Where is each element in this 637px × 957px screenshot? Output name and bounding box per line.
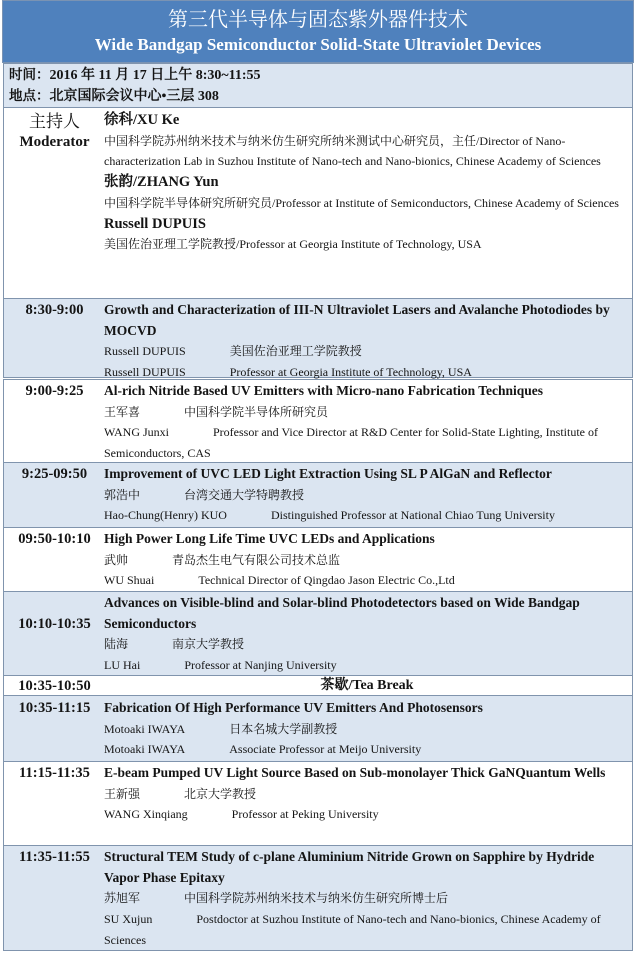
- talk-details: [104, 381, 628, 464]
- tea-break-label: 茶歇/Tea Break: [320, 678, 414, 693]
- moderator-label: [4, 111, 105, 153]
- speaker-affiliation: 日本名城大学副教授: [229, 721, 338, 736]
- moderator-list: [104, 110, 628, 255]
- speaker-name: Motoaki IWAYA: [104, 742, 186, 757]
- talk-title: Structural TEM Study of c-plane Aluminium Nitride Grown on Sapphire by Hydride Vapor Phase Epitaxy: [104, 849, 595, 885]
- talk-time: 9:25-09:50: [21, 466, 88, 482]
- schedule-row: [3, 527, 633, 592]
- speaker-line: [104, 341, 628, 362]
- speaker-line: [104, 550, 628, 571]
- speaker-affiliation: Professor and Vice Director at R&D Center for Solid-State Lighting, Institute of Semiconductors, CAS: [104, 425, 598, 461]
- talk-time: 10:35-11:15: [18, 700, 91, 716]
- tea-break-row: [3, 675, 633, 696]
- speaker-name: Motoaki IWAYA: [104, 721, 186, 736]
- schedule-row: [3, 462, 633, 528]
- speaker-line: [104, 739, 628, 760]
- affiliation-en: /Professor at Georgia Institute of Technology, USA: [236, 237, 482, 252]
- talk-details: [104, 529, 628, 591]
- session-title-en: Wide Bandgap Semiconductor Solid-State Ultraviolet Devices: [94, 35, 542, 54]
- speaker-name: Russell DUPUIS: [104, 344, 186, 359]
- talk-details: [104, 763, 628, 825]
- speaker-line: [104, 804, 628, 825]
- speaker-name: WU Shuai: [104, 573, 155, 588]
- talk-title: Improvement of UVC LED Light Extraction Using SL P AlGaN and Reflector: [104, 466, 552, 481]
- moderator-item: [104, 110, 628, 172]
- talk-details: [104, 847, 628, 951]
- break-time: 10:35-10:50: [18, 678, 91, 694]
- speaker-name: WANG Junxi: [104, 425, 169, 440]
- talk-details: [104, 593, 628, 676]
- affiliation-cn: 中国科学院半导体研究所研究员: [104, 195, 273, 210]
- talk-title: E-beam Pumped UV Light Source Based on Sub-monolayer Thick GaNQuantum Wells: [104, 765, 606, 780]
- session-title-cn: 第三代半导体与固态紫外器件技术: [168, 9, 468, 31]
- speaker-affiliation: 台湾交通大学特聘教授: [184, 487, 305, 502]
- moderator-affiliation: [104, 234, 628, 255]
- moderator-name: Russell DUPUIS: [104, 215, 206, 232]
- speaker-name: LU Hai: [104, 658, 141, 673]
- speaker-affiliation: Distinguished Professor at National Chiao Tung University: [270, 508, 555, 523]
- affiliation-cn: 美国佐治亚理工学院教授: [104, 237, 237, 252]
- schedule-row: [3, 761, 633, 846]
- speaker-affiliation: 中国科学院半导体所研究员: [184, 404, 329, 419]
- speaker-line: [104, 719, 628, 740]
- moderator-affiliation: [104, 131, 628, 172]
- speaker-affiliation: 南京大学教授: [172, 637, 245, 652]
- speaker-line: [104, 655, 628, 676]
- speaker-line: [104, 784, 628, 805]
- schedule-row: [3, 591, 633, 676]
- talk-title: Fabrication Of High Performance UV Emitters And Photosensors: [104, 700, 483, 715]
- speaker-affiliation: Postdoctor at Suzhou Institute of Nano-tech and Nano-bionics, Chinese Academy of Sciences: [104, 912, 601, 947]
- speaker-name: 王军喜: [104, 404, 141, 419]
- session-location: [9, 86, 219, 107]
- talk-time: 11:35-11:55: [19, 849, 90, 865]
- moderator-affiliation: [104, 193, 628, 214]
- schedule-row: [3, 845, 633, 951]
- speaker-line: [104, 505, 628, 526]
- moderator-name: 张韵/ZHANG Yun: [104, 174, 219, 191]
- time-value: 2016 年 11 月 17 日上午 8:30~11:55: [49, 68, 261, 83]
- moderator-label-en: Moderator: [19, 134, 90, 150]
- speaker-affiliation: Technical Director of Qingdao Jason Electric Co.,Ltd: [198, 573, 455, 588]
- session-info: [3, 63, 633, 108]
- location-label: 地点：: [9, 88, 50, 104]
- affiliation-cn: 中国科学院苏州纳米技术与纳米仿生研究所纳米测试中心研究员，主任: [104, 133, 477, 148]
- session-time: [9, 65, 261, 86]
- time-label: 时间：: [9, 67, 50, 83]
- talk-time: 9:00-9:25: [25, 383, 84, 399]
- talk-title: Al-rich Nitride Based UV Emitters with Micro-nano Fabrication Techniques: [104, 383, 543, 398]
- session-header: [2, 0, 634, 63]
- speaker-name: 苏旭军: [104, 891, 141, 906]
- speaker-name: 郭浩中: [104, 487, 141, 502]
- talk-details: [104, 698, 628, 760]
- talk-time: 11:15-11:35: [19, 765, 90, 781]
- talk-time: 8:30-9:00: [25, 302, 84, 318]
- speaker-affiliation: Professor at Georgia Institute of Technology, USA: [229, 365, 472, 380]
- talk-details: [104, 464, 628, 526]
- speaker-affiliation: 青岛杰生电气有限公司技术总监: [172, 552, 341, 567]
- affiliation-en: /Director of Nano-characterization Lab in Suzhou Institute of Nano-tech and Nano-bionics, Chinese Academy of Sciences: [104, 133, 601, 169]
- speaker-affiliation: 北京大学教授: [184, 786, 257, 801]
- speaker-name: 陆海: [104, 637, 129, 652]
- speaker-line: [104, 402, 628, 423]
- schedule-row: [3, 379, 633, 463]
- speaker-name: SU Xujun: [104, 912, 153, 927]
- speaker-name: 武帅: [104, 552, 129, 567]
- speaker-line: [104, 485, 628, 506]
- speaker-name: 王新强: [104, 786, 141, 801]
- moderator-item: [104, 172, 628, 213]
- moderator-name: 徐科/XU Ke: [104, 112, 180, 128]
- talk-title: Advances on Visible-blind and Solar-blind Photodetectors based on Wide Bandgap Semiconductors: [104, 595, 580, 631]
- talk-time: 10:10-10:35: [18, 616, 91, 632]
- moderator-label-cn: 主持人: [29, 112, 80, 131]
- schedule-row: [3, 695, 633, 762]
- talk-title: Growth and Characterization of III-N Ultraviolet Lasers and Avalanche Photodiodes by MOCVD: [104, 302, 610, 338]
- speaker-affiliation: 中国科学院苏州纳米技术与纳米仿生研究所博士后: [184, 891, 449, 906]
- speaker-line: [104, 888, 628, 909]
- speaker-line: [104, 422, 628, 463]
- affiliation-en: /Professor at Institute of Semiconductors, Chinese Academy of Sciences: [272, 195, 619, 210]
- moderator-row: [3, 107, 633, 299]
- moderator-item: [104, 214, 628, 255]
- speaker-name: Russell DUPUIS: [104, 365, 186, 380]
- talk-time: 09:50-10:10: [18, 531, 91, 547]
- talk-title: High Power Long Life Time UVC LEDs and Applications: [104, 531, 435, 546]
- speaker-name: Hao-Chung(Henry) KUO: [104, 508, 227, 523]
- speaker-line: [104, 634, 628, 655]
- talk-details: [104, 300, 628, 383]
- speaker-affiliation: 美国佐治亚理工学院教授: [229, 344, 362, 359]
- speaker-line: [104, 570, 628, 591]
- speaker-affiliation: Associate Professor at Meijo University: [229, 742, 422, 757]
- speaker-line: [104, 909, 628, 950]
- speaker-name: WANG Xinqiang: [104, 807, 188, 822]
- speaker-affiliation: Professor at Nanjing University: [184, 658, 337, 673]
- schedule-row: [3, 298, 633, 378]
- location-value: 北京国际会议中心•三层 308: [49, 89, 219, 104]
- speaker-affiliation: Professor at Peking University: [231, 807, 379, 822]
